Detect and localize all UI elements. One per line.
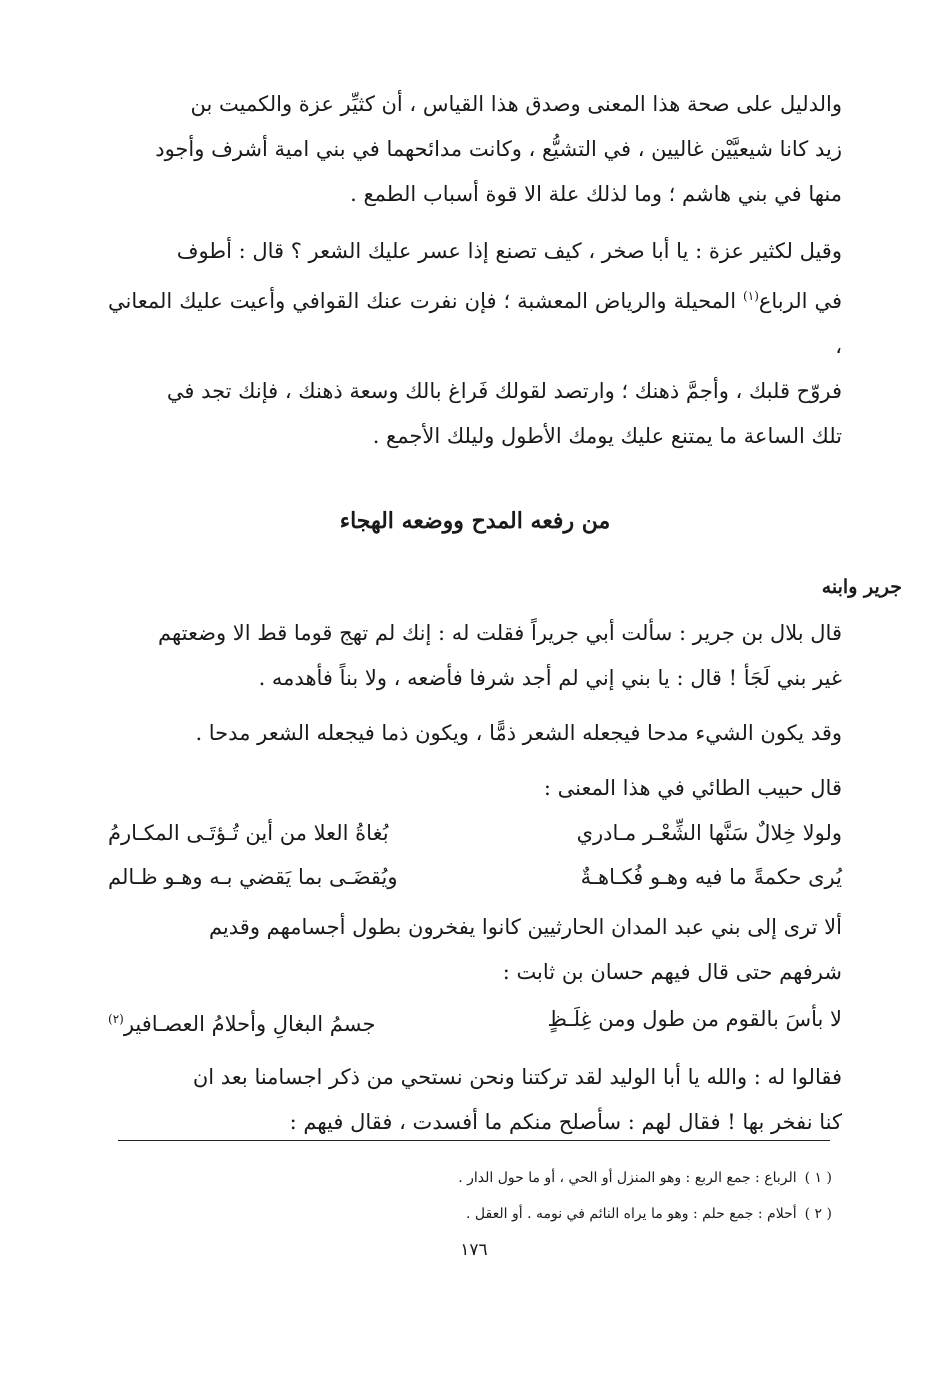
poem-verses-1 — [108, 811, 842, 899]
section-heading: من رفعه المدح ووضعه الهجاء — [339, 508, 611, 534]
footnote-number: ( ١ ) — [804, 1170, 832, 1186]
footnote-2 — [458, 1196, 832, 1232]
paragraph-4: وقد يكون الشيء مدحا فيجعله الشعر ذمًّا ، ويكون ذما فيجعله الشعر مدحا . — [195, 721, 842, 745]
paragraph-6 — [108, 905, 842, 995]
verse-second-hemistich: ويُقضَـى بما يَقضي بـه وهـو ظـالم — [108, 865, 398, 889]
verse-first-hemistich: يُرى حكمةً ما فيه وهـو فُكـاهـةٌ — [580, 865, 842, 889]
footnote-text: الرباع : جمع الربع : وهو المنزل أو الحي ، أو ما حول الدار . — [458, 1170, 797, 1186]
paragraph-2-line-1: وقيل لكثير عزة : يا أبا صخر ، كيف تصنع إذا عسر عليك الشعر ؟ قال : أطوف — [176, 239, 842, 263]
footnote-ref-1[interactable]: (١) — [743, 289, 759, 303]
paragraph-3-line-1: قال بلال بن جرير : سألت أبي جريراً فقلت له : إنك لم تهج قوما قط الا وضعتهم — [158, 621, 842, 645]
paragraph-7-line-2: كنا نفخر بها ! فقال لهم : سأصلح منكم ما أفسدت ، فقال فيهم : — [289, 1110, 842, 1134]
footnotes — [458, 1160, 832, 1232]
paragraph-7-line-1: فقالوا له : والله يا أبا الوليد لقد تركتنا ونحن نستحي من ذكر اجسامنا بعد ان — [192, 1065, 842, 1089]
verse-line — [108, 811, 842, 855]
paragraph-3-line-2: غير بني لَجَأ ! قال : يا بني إني لم أجد شرفا فأضعه ، ولا بناً فأهدمه . — [258, 666, 842, 690]
paragraph-1 — [108, 82, 842, 217]
paragraph-2-line-2 — [108, 274, 842, 369]
verse-second-hemistich-text: جسمُ البغالِ وأحلامُ العصـافير — [123, 1012, 376, 1036]
verse-second-hemistich — [108, 997, 375, 1046]
paragraph-2-line-3: فروّح قلبك ، وأجمَّ ذهنك ؛ وارتصد لقولك فَراغ بالك وسعة ذهنك ، فإنك تجد في — [166, 379, 842, 403]
paragraph-2-line-4: تلك الساعة ما يمتنع عليك يومك الأطول وليلك الأجمع . — [372, 424, 842, 448]
paragraph-1-line-1: والدليل على صحة هذا المعنى وصدق هذا القياس ، أن كثيِّر عزة والكميت بن — [190, 92, 842, 116]
paragraph-6-line-1: ألا ترى إلى بني عبد المدان الحارثيين كانوا يفخرون بطول أجسامهم وقديم — [208, 915, 842, 939]
verse-line — [108, 855, 842, 899]
paragraph-1-line-2: زيد كانا شيعيَّيْن غاليين ، في التشيُّع ، وكانت مدائحهما في بني امية أشرف وأجود — [155, 137, 842, 161]
verse-second-hemistich: بُغاةُ العلا من أين تُـؤتَـى المكـارمُ — [108, 821, 389, 845]
subsection-heading: جرير وابنه — [821, 576, 902, 598]
footnote-text: أحلام : جمع حلم : وهو ما يراه النائم في نومه . أو العقل . — [466, 1206, 797, 1222]
paragraph-3 — [108, 611, 842, 701]
paragraph-2-line-2-end: المحيلة والرياض المعشبة ؛ فإن نفرت عنك القوافي وأعيت عليك المعاني ، — [108, 289, 842, 358]
paragraph-5: قال حبيب الطائي في هذا المعنى : — [543, 776, 842, 800]
footnote-divider — [118, 1140, 830, 1141]
footnote-number: ( ٢ ) — [804, 1206, 832, 1222]
paragraph-2 — [108, 229, 842, 459]
paragraph-1-line-3: منها في بني هاشم ؛ وما لذلك علة الا قوة أسباب الطمع . — [350, 182, 842, 206]
footnote-1 — [458, 1160, 832, 1196]
verse-first-hemistich: ولولا خِلالٌ سَنَّها الشِّعْـر مـادري — [576, 821, 842, 845]
verse-first-hemistich: لا بأسَ بالقوم من طول ومن غِلَـظٍ — [547, 1007, 842, 1031]
footnote-ref-2[interactable]: (٢) — [108, 1012, 124, 1026]
paragraph-2-line-2-start: في الرباع — [758, 289, 843, 313]
paragraph-6-line-2: شرفهم حتى قال فيهم حسان بن ثابت : — [502, 960, 842, 984]
poem-verse-2 — [108, 997, 842, 1041]
paragraph-7 — [108, 1055, 842, 1145]
page-number: ١٧٦ — [460, 1240, 488, 1260]
